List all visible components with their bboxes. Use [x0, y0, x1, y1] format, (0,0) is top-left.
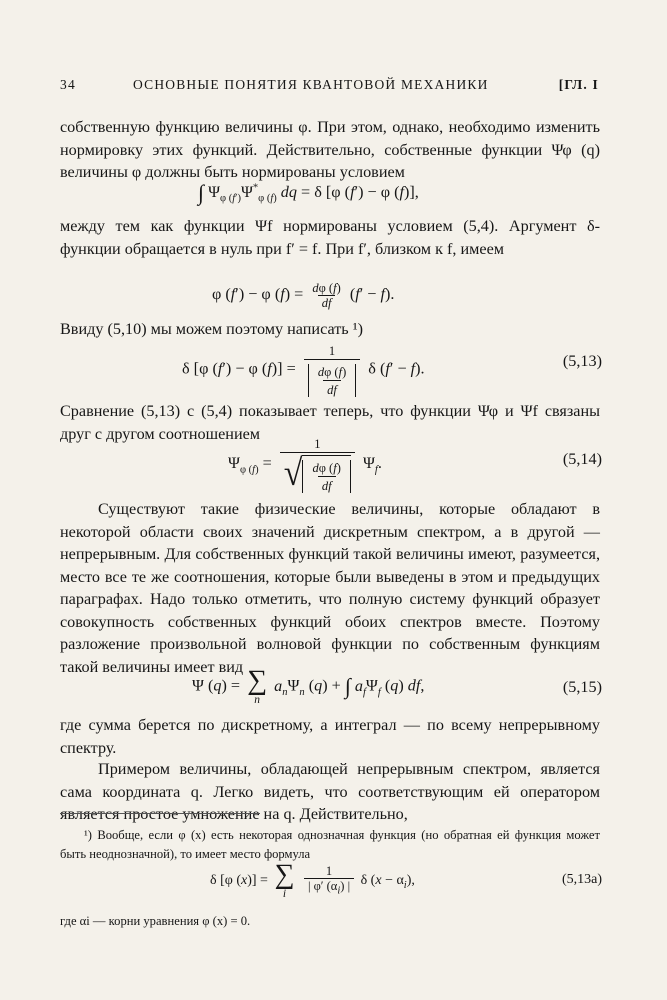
page-number: 34 [60, 77, 76, 92]
equation-number-5-13a: (5,13а) [561, 872, 602, 887]
footnote-tail: где αi — корни уравнения φ (x) = 0. [60, 914, 251, 928]
footnote-rule [60, 813, 260, 814]
paragraph-5: Существуют такие физические величины, которые обладают в некоторой области своих значений дискретным спектром, а в другой — непрерывным. Для собственных функций такой величины имеют, разумеется, место все те же соотношения, которые были выведены в этом и предыдущих параграфах. Надо только отметить, что полную систему функций образует совокупность собственных функций обоих спектров вместе. Поэтому разложение произвольной волновой функции по собственным функциям такой величины имеет вид [60, 500, 600, 676]
equation-expansion: φ (f′) − φ (f) = $\frac{d\varphi (f)}{df}$ (f′ − f). [212, 281, 395, 310]
paragraph-1: собственную функцию величины φ. При этом, однако, необходимо изменить нормировку этих функций. Действительно, собственные функции Ψφ (q) величины φ должны быть нормированы условием [60, 118, 600, 181]
equation-number-5-15: (5,15) [562, 678, 602, 696]
paragraph-4: Сравнение (5,13) с (5,4) показывает теперь, что функции Ψφ и Ψf связаны друг с другом соотношением [60, 402, 600, 443]
paragraph-7: Примером величины, обладающей непрерывным спектром, является сама координата q. Легко видеть, что соответствующим ей оператором является простое умножение на q. Действительно, [60, 760, 600, 823]
equation-5-13: δ [φ (f′) − φ (f)] = $\frac{1}{\frac{d\varphi (f)}{df}}$ δ (f′ − f). [182, 344, 425, 397]
paragraph-6: где сумма берется по дискретному, а интеграл — по всему непрерывному спектру. [60, 716, 600, 757]
equation-number-5-13: (5,13) [562, 352, 602, 370]
chapter-label: [ГЛ. I [558, 77, 599, 92]
equation-normalization: ∫ $\Psi_{\varphi (f')}\Psi^*_{\varphi (f)}$ dq = δ [φ (f′) − φ (f)], [198, 180, 419, 205]
running-title: ОСНОВНЫЕ ПОНЯТИЯ КВАНТОВОЙ МЕХАНИКИ [133, 77, 489, 92]
footnote-text: ¹) Вообще, если φ (x) есть некоторая однозначная функция (но обратная ей функция может быть неоднозначной), то имеет место формула [60, 828, 600, 861]
equation-5-13a: δ [φ (x)] = ∑ i $\frac{1}{| \varphi' (\alpha_i) |}$ δ $(x - \alpha_i)$, [210, 859, 415, 900]
equation-5-15: Ψ (q) = ∑ n $a_n\Psi_n$ (q) + ∫ $a_f\Psi_f$ (q) df, [192, 665, 425, 706]
paragraph-2: между тем как функции Ψf нормированы условием (5,4). Аргумент δ-функции обращается в нуль при f′ = f. При f′, близком к f, имеем [60, 217, 600, 258]
equation-5-14: $\Psi_{\varphi (f)}$ = 1 √ $\frac{d\varphi (f)}{df}$ $\Psi_f$. [228, 437, 382, 494]
paragraph-3: Ввиду (5,10) мы можем поэтому написать ¹) [60, 320, 363, 338]
equation-number-5-14: (5,14) [562, 450, 602, 468]
